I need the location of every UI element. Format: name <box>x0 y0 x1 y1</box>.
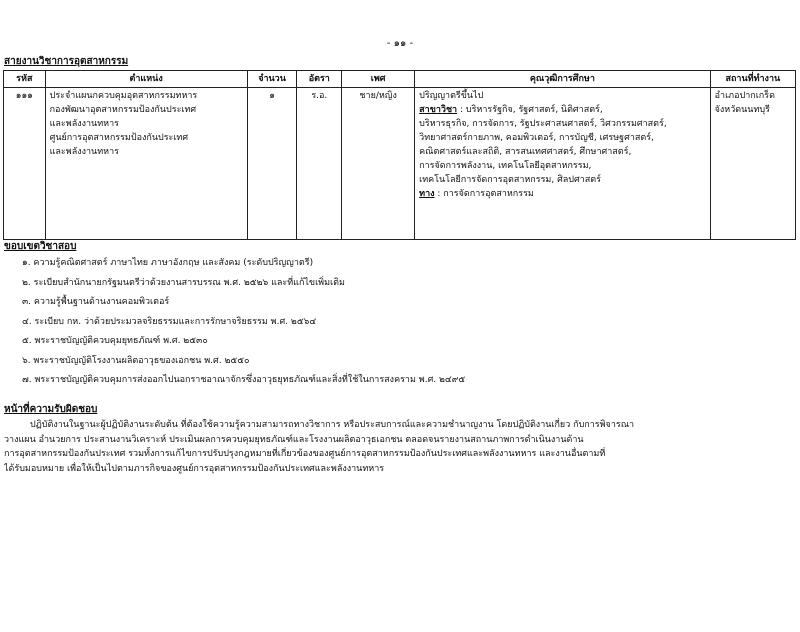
table-row <box>4 88 796 240</box>
duty-line: วางแผน อำนวยการ ประสานงานวิเคราะห์ ประเมินผลการควบคุมยุทธภัณฑ์และโรงงานผลิตอาวุธเอกชน ตลอดจนรายงานสถานภาพการดำเนินงานด้าน <box>4 434 584 445</box>
header-position: ตำแหน่ง <box>45 71 247 88</box>
qualification-track-line <box>419 187 706 201</box>
track-label: ทาง <box>419 189 435 199</box>
scope-item: ๖. พระราชบัญญัติโรงงานผลิตอาวุธของเอกชน พ.ศ. ๒๕๕๐ <box>22 355 250 366</box>
duty-title: หน้าที่ความรับผิดชอบ <box>4 404 98 415</box>
scope-title: ขอบเขตวิชาสอบ <box>4 241 77 252</box>
page-number: - ๑๑ - <box>386 38 414 49</box>
duty-line: ปฏิบัติงานในฐานะผู้ปฏิบัติงานระดับต้น ที่ต้องใช้ความรู้ความสามารถทางวิชาการ หรือประสบการณ์และความชำนาญงาน โดยปฏิบัติงานเกี่ยว กับการพิจารณา <box>30 420 635 430</box>
header-qualification: คุณวุฒิการศึกษา <box>415 71 711 88</box>
scope-item: ๑. ความรู้คณิตศาสตร์ ภาษาไทย ภาษาอังกฤษ และสังคม (ระดับปริญญาตรี) <box>22 258 314 268</box>
cell-rate: ร.อ. <box>297 88 342 240</box>
field-label: สาขาวิชา <box>419 105 458 115</box>
scope-list <box>22 254 465 391</box>
position-table <box>3 70 796 240</box>
qualification-field-line <box>419 103 706 117</box>
qualification-line: เทคโนโลยีการจัดการอุตสาหกรรม, ศิลปศาสตร์ <box>419 175 601 185</box>
position-line: กองพัฒนาอุตสาหกรรมป้องกันประเทศ <box>49 105 197 115</box>
header-sex: เพศ <box>342 71 415 88</box>
header-workplace: สถานที่ทำงาน <box>710 71 795 88</box>
qualification-line: บริหารธุรกิจ, การจัดการ, รัฐประศาสนศาสตร์, วิศวกรรมศาสตร์, <box>419 119 667 129</box>
duty-line: การอุตสาหกรรมป้องกันประเทศ รวมทั้งการแก้ไขการปรับปรุงกฎหมายที่เกี่ยวข้องของศูนย์การอุตสาหกรรมป้องกันประเทศและพลังงานทหาร และงานอื่นตามที่ <box>4 449 606 459</box>
cell-position <box>45 88 247 240</box>
position-line: และพลังงานทหาร <box>49 119 119 129</box>
table-header-row <box>4 71 796 88</box>
section-title: สายงานวิชาการอุตสาหกรรม <box>4 56 129 67</box>
duty-paragraph <box>4 418 794 476</box>
workplace-line: จังหวัดนนทบุรี <box>714 105 770 115</box>
position-line: ศูนย์การอุตสาหกรรมป้องกันประเทศ <box>49 133 189 143</box>
cell-workplace <box>710 88 795 240</box>
cell-code: ๑๑๑ <box>4 88 46 240</box>
qualification-degree: ปริญญาตรีขึ้นไป <box>419 91 484 101</box>
duty-line: ได้รับมอบหมาย เพื่อให้เป็นไปตามภารกิจของศูนย์การอุตสาหกรรมป้องกันประเทศและพลังงานทหาร <box>4 463 385 474</box>
workplace-line: อำเภอปากเกร็ด <box>714 91 775 101</box>
field-first: : บริหารรัฐกิจ, รัฐศาสตร์, นิติศาสตร์, <box>457 105 603 115</box>
qualification-line: การจัดการพลังงาน, เทคโนโลยีอุตสาหกรรม, <box>419 161 592 171</box>
scope-item: ๓. ความรู้พื้นฐานด้านงานคอมพิวเตอร์ <box>22 297 170 307</box>
scope-item: ๕. พระราชบัญญัติควบคุมยุทธภัณฑ์ พ.ศ. ๒๕๓๐ <box>22 336 208 346</box>
position-line: ประจำแผนกควบคุมอุตสาหกรรมทหาร <box>49 91 198 101</box>
scope-item: ๗. พระราชบัญญัติควบคุมการส่งออกไปนอกราชอาณาจักรซึ่งอาวุธยุทธภัณฑ์และสิ่งที่ใช้ในการสงคราม พ.ศ. ๒๔๙๕ <box>22 375 466 385</box>
header-rate: อัตรา <box>297 71 342 88</box>
scope-item: ๒. ระเบียบสำนักนายกรัฐมนตรีว่าด้วยงานสารบรรณ พ.ศ. ๒๕๒๖ และที่แก้ไขเพิ่มเติม <box>22 277 345 288</box>
track-value: : การจัดการอุตสาหกรรม <box>434 189 534 199</box>
header-code: รหัส <box>4 71 46 88</box>
cell-qualification <box>415 88 711 240</box>
cell-sex: ชาย/หญิง <box>342 88 415 240</box>
position-line: และพลังงานทหาร <box>49 147 119 157</box>
cell-count: ๑ <box>247 88 297 240</box>
qualification-line: วิทยาศาสตร์กายภาพ, คอมพิวเตอร์, การบัญชี, เศรษฐศาสตร์, <box>419 133 654 143</box>
scope-item: ๔. ระเบียบ กห. ว่าด้วยประมวลจริยธรรมและการรักษาจริยธรรม พ.ศ. ๒๕๖๔ <box>22 316 317 327</box>
qualification-line: คณิตศาสตร์และสถิติ, สารสนเทศศาสตร์, ศึกษาศาสตร์, <box>419 147 632 157</box>
header-count: จำนวน <box>247 71 297 88</box>
